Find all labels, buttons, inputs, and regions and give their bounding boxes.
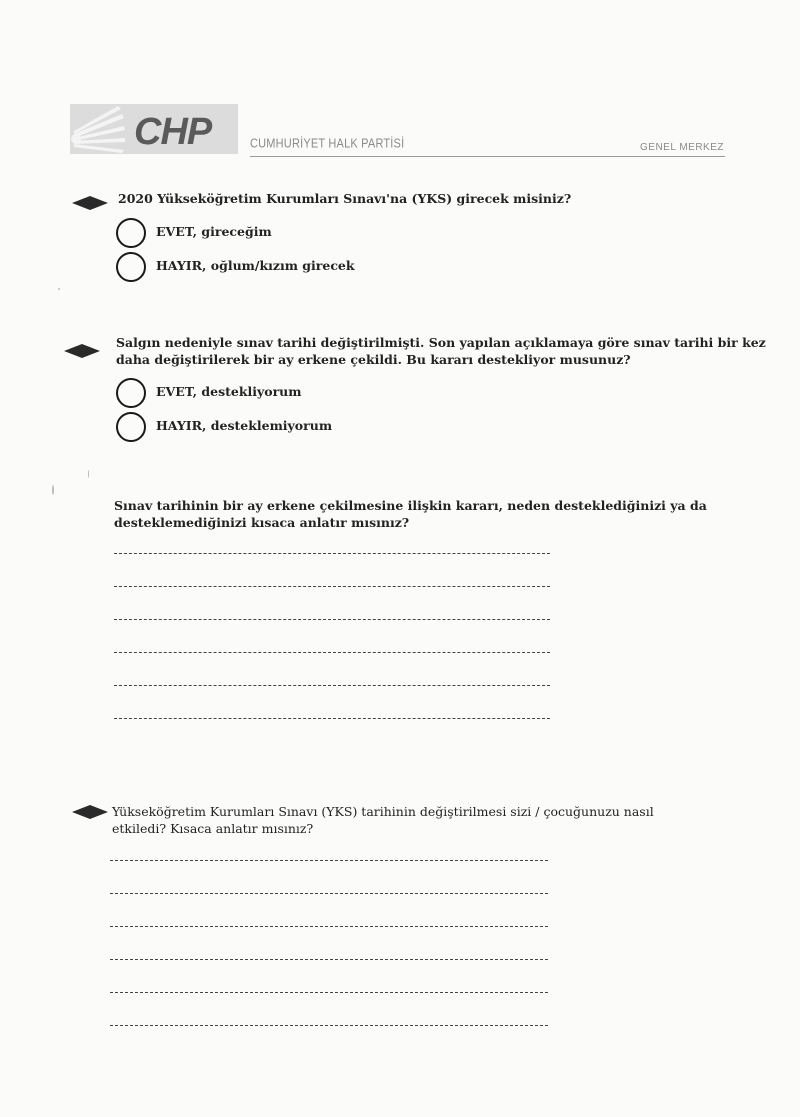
- office-label: GENEL MERKEZ: [640, 142, 724, 153]
- answer-line[interactable]: [110, 1025, 548, 1026]
- answer-line[interactable]: [114, 619, 550, 620]
- radio-circle[interactable]: [116, 218, 146, 248]
- answer-line[interactable]: [110, 893, 548, 894]
- answer-line[interactable]: [114, 553, 550, 554]
- answer-line[interactable]: [110, 860, 548, 861]
- answer-line[interactable]: [114, 652, 550, 653]
- answer-line[interactable]: [110, 992, 548, 993]
- scan-mark: [58, 288, 60, 290]
- question-4-text: Yükseköğretim Kurumları Sınavı (YKS) tarihinin değiştirilmesi sizi / çocuğunuzu nasıl etkiledi? Kısaca anlatır mısınız?: [112, 804, 654, 836]
- answer-line[interactable]: [110, 926, 548, 927]
- scan-mark: [88, 470, 89, 478]
- diamond-bullet-icon: [64, 344, 100, 358]
- party-name: CUMHURİYET HALK PARTİSİ: [250, 137, 405, 151]
- diamond-bullet-icon: [72, 196, 108, 210]
- answer-line[interactable]: [114, 685, 550, 686]
- header-divider: [250, 156, 725, 157]
- survey-page: CHP CUMHURİYET HALK PARTİSİ GENEL MERKEZ 2020 Yükseköğretim Kurumları Sınavı'na (YKS) girecek misiniz? EVET, gireceğim HAYIR, oğlum/kızım girecek Salgın nedeniyle sınav tarihi değiştirilmişti. Son yapılan açıklamaya göre sınav tarihi bir kez daha değiştirilerek bir ay erkene çekildi. Bu kararı destekliyor musunuz? EVET, destekliyorum HAYIR, desteklemiyorum Sınav tarihinin bir ay erkene çekilmesine ilişkin kararı, neden desteklediğinizi ya da desteklemediğinizi kısaca anlatır mısınız? Yükseköğretim Kurumları Sınavı (YKS) tarihinin değiştirilmesi sizi / çocuğunuzu nasıl etkiledi? Kısaca anlatır mısınız?: [0, 0, 800, 1117]
- logo-text: CHP: [134, 111, 212, 153]
- radio-circle[interactable]: [116, 412, 146, 442]
- answer-line[interactable]: [114, 586, 550, 587]
- radio-circle[interactable]: [116, 252, 146, 282]
- question-3-text: Sınav tarihinin bir ay erkene çekilmesine ilişkin kararı, neden desteklediğinizi ya da desteklemediğinizi kısaca anlatır mısınız?: [114, 498, 707, 530]
- question-2-text: Salgın nedeniyle sınav tarihi değiştirilmişti. Son yapılan açıklamaya göre sınav tarihi bir kez daha değiştirilerek bir ay erkene çekildi. Bu kararı destekliyor musunuz?: [116, 335, 766, 367]
- diamond-bullet-icon: [72, 805, 108, 819]
- radio-circle[interactable]: [116, 378, 146, 408]
- chp-logo: [70, 104, 238, 154]
- answer-line[interactable]: [114, 718, 550, 719]
- scan-mark: [52, 485, 54, 495]
- answer-line[interactable]: [110, 959, 548, 960]
- question-1-text: 2020 Yükseköğretim Kurumları Sınavı'na (YKS) girecek misiniz?: [118, 191, 572, 206]
